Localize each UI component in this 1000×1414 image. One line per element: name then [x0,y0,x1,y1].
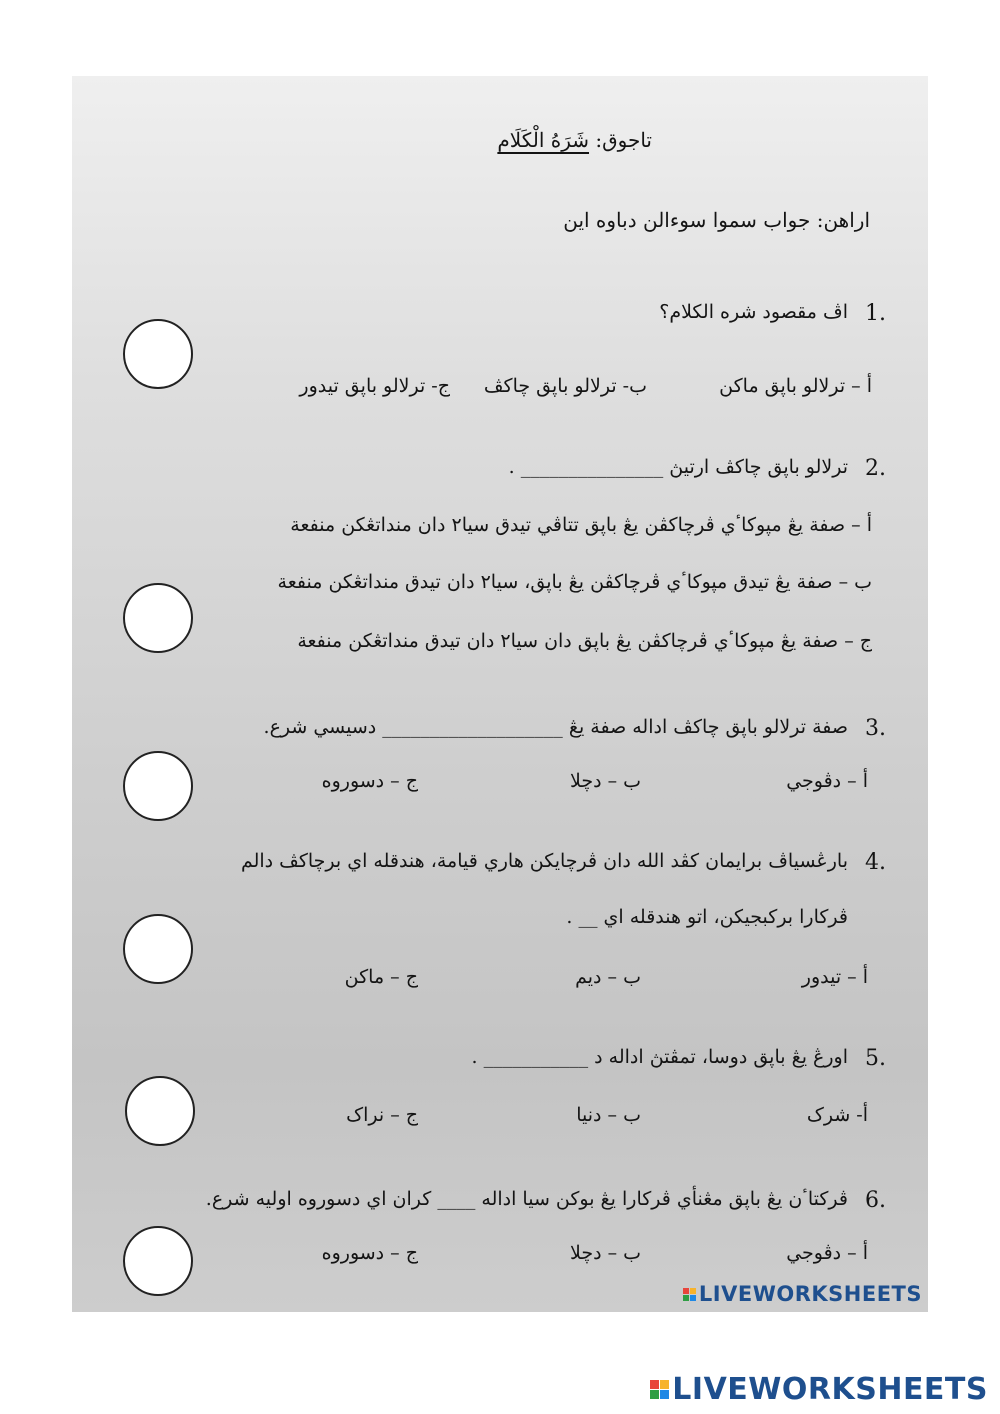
worksheet-title [497,130,652,150]
worksheet-page [72,76,928,1312]
question-3-option-a: أ – دڤوجي [786,770,868,792]
question-4-text-line2: ڤرکارا برکبجيکن، اتو هندقله اي __ . [566,906,848,928]
question-6-option-c: ج – دسوروه [321,1242,418,1264]
question-5-option-b: ب – دنيا [576,1104,641,1126]
question-4-option-b: ب – ديم [575,966,641,988]
question-4-number: 4. [865,850,886,875]
title-prefix: تاجوق: [595,128,652,152]
question-3-option-b: ب – دچلا [569,770,641,792]
question-1-option-c: ج- ترلالو باڽق تيدور [299,375,450,397]
question-6-option-b: ب – دچلا [569,1242,641,1264]
liveworksheets-watermark [683,1282,922,1306]
answer-circle-4[interactable] [123,914,193,984]
liveworksheets-logo-icon [650,1380,669,1399]
question-5-option-c: ج – نراک [346,1104,418,1126]
question-1-option-a: أ – ترلالو باڽق ماکن [719,375,872,397]
question-1-option-b: ب- ترلالو باڽق چاکڤ [483,375,647,397]
question-2-option-b: ب – صفة يڠ تيدق مپوکاٴي ڤرچاکڤن يڠ باڽق، سيا٢ دان تيدق منداتڠکن منفعة [277,571,872,593]
question-4-text-line1: بارڠسياڤ برايمان کڤد الله دان ڤرچايکن هاري قيامة، هندقله اي برچاکڤ دالم [240,850,848,872]
question-6-text: ڤرکتاٴن يڠ باڽق مڠنأي ڤرکارا يڠ بوکن سيا اداله ____ کران اي دسوروه اوليه شرع. [205,1188,848,1210]
question-6-number: 6. [865,1188,886,1213]
question-4-option-c: ج – ماکن [344,966,418,988]
liveworksheets-logo-text: LIVEWORKSHEETS [672,1372,988,1407]
question-5-text: اورڠ يڠ باڽق دوسا، تمڤتڽ اداله د ___________ . [471,1046,848,1068]
question-5-number: 5. [865,1046,886,1071]
instruction-text: اراهن: جواب سموا سوءالن دباوه اين [563,208,870,232]
question-6-option-a: أ – دڤوجي [786,1242,868,1264]
liveworksheets-watermark-text: LIVEWORKSHEETS [698,1282,922,1306]
liveworksheets-logo[interactable] [650,1372,988,1407]
question-2-number: 2. [865,456,886,481]
question-2-option-a: أ – صفة يڠ مپوکاٴي ڤرچاکڤن يڠ باڽق تتاڤي تيدق سيا٢ دان منداتڠکن منفعة [290,514,872,536]
liveworksheets-mark-icon [683,1288,696,1301]
question-5-option-a: أ- شرک [806,1104,868,1126]
question-1-number: 1. [865,301,886,326]
question-2-option-c: ج – صفة يڠ مپوکاٴي ڤرچاکڤن يڠ باڽق دان سيا٢ دان تيدق منداتڠکن منفعة [297,630,872,652]
answer-circle-6[interactable] [123,1226,193,1296]
answer-circle-2[interactable] [123,583,193,653]
question-3-option-c: ج – دسوروه [321,770,418,792]
question-3-number: 3. [865,716,886,741]
answer-circle-5[interactable] [125,1076,195,1146]
question-4-option-a: أ – تيدور [801,966,868,988]
question-1-text: اڤ مقصود شره الكلام؟ [659,301,848,323]
question-2-text: ترلالو باڽق چاکڤ ارتيڽ _______________ . [508,456,848,478]
answer-circle-3[interactable] [123,751,193,821]
question-3-text: صفة ترلالو باڽق چاکڤ اداله صفة يڠ ___________________ دسيسي شرع. [263,716,848,738]
title-topic: شَرَهُ الْكَلَام [497,128,590,152]
answer-circle-1[interactable] [123,319,193,389]
